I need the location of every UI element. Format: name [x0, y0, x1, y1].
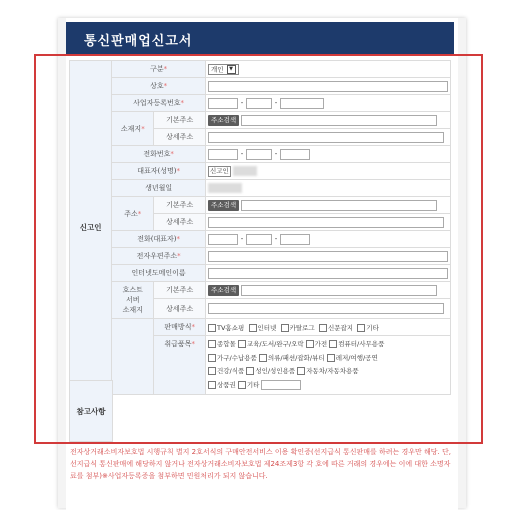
sales-method-label: 판매방식* — [154, 319, 206, 336]
rep-address-base-label: 기본주소 — [154, 197, 206, 214]
email-input[interactable] — [208, 251, 448, 262]
row-birth — [70, 180, 451, 197]
type-label: 구분* — [112, 61, 206, 78]
sales-method-option[interactable]: 신문잡지 — [319, 323, 353, 332]
row-address-base — [70, 112, 451, 129]
group-applicant: 신고인 — [70, 61, 112, 395]
item-option[interactable]: 기타 — [238, 379, 260, 392]
checkbox-icon — [357, 324, 365, 332]
host-address-search-button[interactable]: 주소검색 — [208, 285, 239, 296]
checkbox-icon — [327, 354, 335, 362]
checkbox-icon — [306, 340, 314, 348]
registration-form-table — [69, 60, 451, 395]
checkbox-icon — [208, 324, 216, 332]
items-options — [206, 336, 451, 395]
checkbox-icon — [281, 324, 289, 332]
row-phone: 전화번호* - - — [70, 146, 451, 163]
row-type — [70, 61, 451, 78]
host-server-label: 호스트 서버 소재지 — [112, 282, 154, 319]
item-option[interactable]: 의류/패션/잡화/뷰티 — [259, 352, 325, 365]
row-rep-phone: 전화(대표자)* - - — [70, 231, 451, 248]
row-domain — [70, 265, 451, 282]
biz-reg-no-part2[interactable] — [246, 98, 272, 109]
rep-phone-part1[interactable] — [208, 234, 238, 245]
item-option[interactable]: 가구/수납용품 — [208, 352, 257, 365]
trade-name-input[interactable] — [208, 81, 448, 92]
rep-phone-part2[interactable] — [246, 234, 272, 245]
sales-method-option[interactable]: 카탈로그 — [281, 323, 315, 332]
checkbox-icon — [246, 367, 254, 375]
attachment-notice: 전자상거래소비자보호법 시행규칙 별지 2호서식의 구매안전서비스 이용 확인증(선지급식 통신판매를 하려는 경우만 해당. 단, 선지급식 통신판매에 해당하지 않거나 전자상거래소비자보호법 제24조제3항 각 호에 따른 거래의 경우에는 이에 대한 소명자료를 첨부)※사업자등록증을 첨부하면 민원처리가 되지 않습니다. — [70, 448, 451, 480]
item-option[interactable]: 컴퓨터/사무용품 — [329, 338, 384, 351]
checkbox-icon — [208, 381, 216, 389]
address-detail-label: 상세주소 — [154, 129, 206, 146]
domain-label: 인터넷도메인이름 — [112, 265, 206, 282]
biz-reg-no-part1[interactable] — [208, 98, 238, 109]
item-option[interactable]: 상품권 — [208, 379, 236, 392]
rep-name-value — [233, 166, 257, 176]
row-host-base — [70, 282, 451, 299]
checkbox-icon — [238, 340, 246, 348]
host-base-label: 기본주소 — [154, 282, 206, 299]
item-other-input[interactable] — [261, 380, 301, 390]
host-base-input[interactable] — [241, 285, 437, 296]
checkbox-icon — [208, 354, 216, 362]
checkbox-icon — [259, 354, 267, 362]
rep-address-detail-input[interactable] — [208, 217, 444, 228]
rep-address-base-input[interactable] — [241, 200, 437, 211]
group-reference: 참고사항 — [69, 380, 113, 442]
address-base-label: 기본주소 — [154, 112, 206, 129]
item-option[interactable]: 자동차/자동차용품 — [297, 365, 358, 378]
row-sales-method — [70, 319, 451, 336]
items-label: 취급품목* — [154, 336, 206, 395]
item-option[interactable]: 레저/여행/공연 — [327, 352, 378, 365]
domain-input[interactable] — [208, 268, 448, 279]
checkbox-icon — [319, 324, 327, 332]
checkbox-icon — [208, 340, 216, 348]
item-option[interactable]: 교육/도서/완구/오락 — [238, 338, 304, 351]
biz-reg-no-label: 사업자등록번호* — [112, 95, 206, 112]
rep-phone-label: 전화(대표자)* — [112, 231, 206, 248]
phone-label: 전화번호* — [112, 146, 206, 163]
biz-reg-no-part3[interactable] — [280, 98, 324, 109]
type-select[interactable]: 개인 ▼ — [208, 64, 239, 75]
item-option[interactable]: 성인/성인용품 — [246, 365, 295, 378]
row-biz-reg-no: 사업자등록번호* - - — [70, 95, 451, 112]
page-title: 통신판매업신고서 — [84, 34, 193, 49]
phone-part2[interactable] — [246, 149, 272, 160]
rep-address-label: 주소* — [112, 197, 154, 231]
checkbox-icon — [208, 367, 216, 375]
item-option[interactable]: 종합몰 — [208, 338, 236, 351]
item-option[interactable]: 건강/식품 — [208, 365, 244, 378]
sales-method-option[interactable]: TV홈쇼핑 — [208, 323, 244, 332]
rep-phone-part3[interactable] — [280, 234, 310, 245]
chevron-down-icon: ▼ — [227, 65, 236, 74]
host-detail-label: 상세주소 — [154, 299, 206, 319]
sales-method-option[interactable]: 기타 — [357, 323, 379, 332]
checkbox-icon — [329, 340, 337, 348]
sales-method-options — [206, 319, 451, 336]
row-trade-name — [70, 78, 451, 95]
address-base-input[interactable] — [241, 115, 437, 126]
address-search-button[interactable]: 주소검색 — [208, 115, 239, 126]
rep-name-label: 대표자(성명)* — [112, 163, 206, 180]
address-detail-input[interactable] — [208, 132, 444, 143]
host-detail-input[interactable] — [208, 303, 444, 314]
form-header — [66, 22, 454, 54]
birth-value — [208, 183, 242, 193]
checkbox-icon — [297, 367, 305, 375]
rep-name-applicant-button[interactable]: 신고인 — [210, 166, 229, 175]
address-label: 소재지* — [112, 112, 154, 146]
sales-method-option[interactable]: 인터넷 — [249, 323, 277, 332]
group-reference-placeholder — [112, 319, 154, 395]
birth-label: 생년월일 — [112, 180, 206, 197]
phone-part3[interactable] — [280, 149, 310, 160]
rep-address-search-button[interactable]: 주소검색 — [208, 200, 239, 211]
phone-part1[interactable] — [208, 149, 238, 160]
row-email — [70, 248, 451, 265]
rep-address-detail-label: 상세주소 — [154, 214, 206, 231]
item-option[interactable]: 가전 — [306, 338, 328, 351]
checkbox-icon — [249, 324, 257, 332]
email-label: 전자우편주소* — [112, 248, 206, 265]
row-rep-address-base — [70, 197, 451, 214]
row-rep-name — [70, 163, 451, 180]
trade-name-label: 상호* — [112, 78, 206, 95]
checkbox-icon — [238, 381, 246, 389]
